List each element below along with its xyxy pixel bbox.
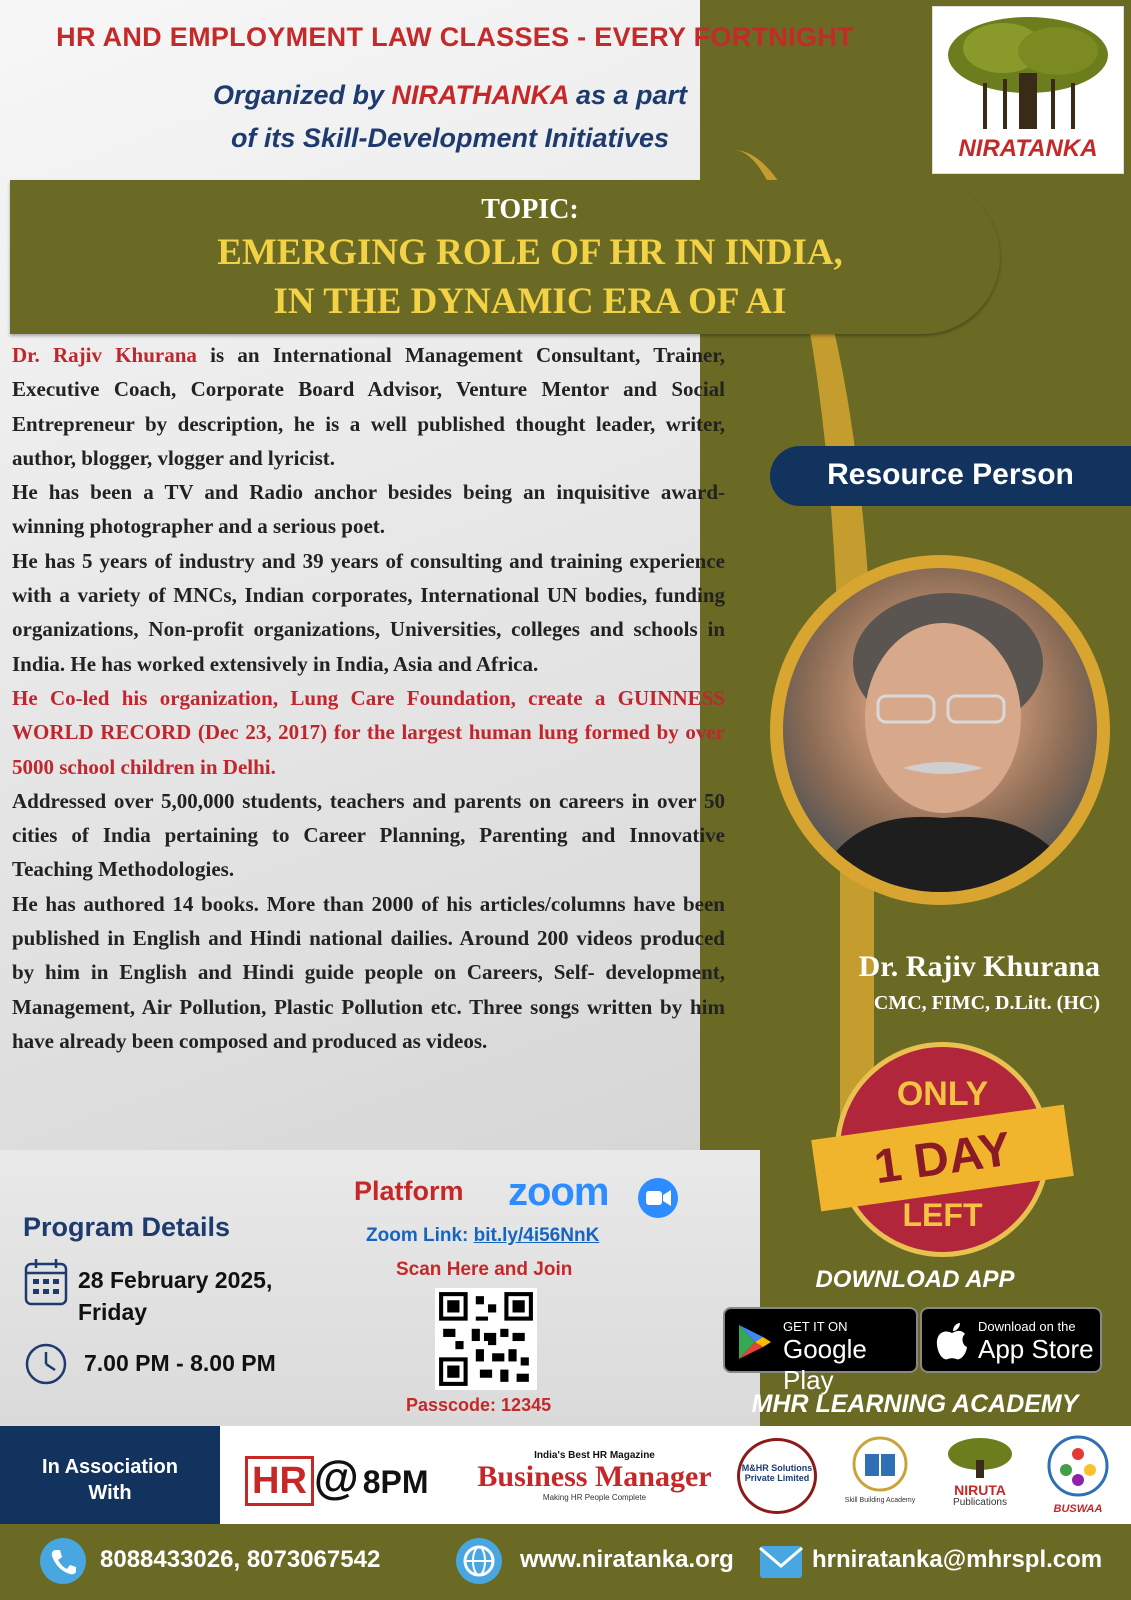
header-title: HR AND EMPLOYMENT LAW CLASSES - EVERY FORTNIGHT: [56, 22, 854, 52]
association-bar: [0, 1426, 1131, 1524]
program-time: 7.00 PM - 8.00 PM: [84, 1350, 276, 1376]
speaker-silhouette-icon: [783, 568, 1097, 892]
phone-icon: [40, 1538, 86, 1584]
resource-person-label: Resource Person: [827, 458, 1074, 491]
academy-name: MHR LEARNING ACADEMY: [751, 1390, 1079, 1418]
calendar-icon: [24, 1258, 68, 1306]
app-store-button[interactable]: [920, 1307, 1102, 1373]
zoom-link-label: Zoom Link:: [366, 1225, 474, 1246]
zoom-camera-icon: [638, 1178, 678, 1218]
download-app-label: DOWNLOAD APP: [815, 1266, 1015, 1293]
app-store-small: Download on the: [978, 1319, 1076, 1334]
buswaa-logo: [1040, 1434, 1116, 1515]
scan-instruction: Scan Here and Join: [396, 1259, 573, 1280]
zoom-link-url[interactable]: bit.ly/4i56NnK: [473, 1225, 600, 1246]
skill-building-academy-logo: [835, 1436, 925, 1516]
bio-speaker-name: Dr. Rajiv Khurana: [12, 343, 197, 367]
association-label-box: [0, 1426, 220, 1524]
sba-text: Skill Building Academy: [844, 1497, 916, 1504]
tree-icon: [945, 1436, 1015, 1478]
niruta-name: NIRUTA: [954, 1482, 1006, 1498]
topic-banner: [10, 180, 1000, 334]
mhr-solutions-logo: [737, 1438, 817, 1514]
organized-pre: Organized by: [212, 80, 392, 110]
badge-only: ONLY: [896, 1075, 989, 1113]
email-link[interactable]: hrniratanka@mhrspl.com: [812, 1546, 1103, 1573]
app-store-big: App Store: [978, 1334, 1094, 1364]
badge-day: 1 DAY: [871, 1122, 1015, 1195]
program-date: [78, 1264, 272, 1328]
hr8pm-hr: HR: [245, 1456, 314, 1506]
google-play-icon: [735, 1323, 773, 1361]
association-label: [0, 1454, 220, 1506]
clock-icon: [24, 1342, 68, 1386]
mhr-line1: M&HR Solutions: [741, 1463, 813, 1473]
bio-paragraph-record: He Co-led his organization, Lung Care Foundation, create a GUINNESS WORLD RECORD (Dec 23, 2017) for the largest human lung formed by over 5000 school children in Delhi.: [12, 685, 725, 779]
topic-title-line1: EMERGING ROLE OF HR IN INDIA,: [217, 232, 843, 273]
contact-footer: [0, 1524, 1131, 1600]
bio-paragraph: He has authored 14 books. More than 2000 of his articles/columns have been published in English and Hindi national dailies. Around 200 videos produced by him in English and Hindi guide people on Careers, Self- development, Management, Air Pollution, Plastic Pollution etc. Three songs written by him have already been composed and produced as videos.: [12, 891, 725, 1053]
speaker-bio: [12, 338, 725, 1058]
bm-sub: Making HR People Complete: [542, 1493, 647, 1502]
badge-left: LEFT: [902, 1197, 983, 1233]
business-manager-logo: [472, 1450, 717, 1502]
topic-title: [10, 228, 1050, 326]
bio-p1-text: is an International Management Consultant, Trainer, Executive Coach, Corporate Board Advisor, Venture Mentor and Social Entrepreneur by description, he is a well published thought leader, writer, author, blogger, vlogger and lyricist.: [12, 343, 725, 470]
organized-brand: NIRATHANKA: [391, 80, 569, 110]
buswaa-emblem-icon: [1046, 1434, 1110, 1498]
buswaa-text: BUSWAA: [1053, 1503, 1103, 1515]
mhr-line2: Private Limited: [744, 1473, 810, 1483]
apple-icon: [934, 1321, 970, 1361]
email-icon: [758, 1542, 804, 1582]
bio-paragraph: [12, 338, 725, 475]
zoom-link[interactable]: [366, 1225, 599, 1247]
bio-paragraph: He has 5 years of industry and 39 years of consulting and training experience with a variety of MNCs, Indian corporates, International UN bodies, funding organizations, Non-profit organizations, Universities, colleges and schools in India. He has worked extensively in India, Asia and Africa.: [12, 548, 725, 676]
program-date-line2: Friday: [78, 1299, 148, 1325]
banyan-tree-icon: [943, 13, 1113, 133]
zoom-logo: zoom: [508, 1170, 609, 1214]
hr8pm-at: @: [313, 1451, 359, 1503]
google-play-big: Google Play: [783, 1334, 867, 1395]
niruta-sub: Publications: [953, 1497, 1007, 1508]
logo-text: NIRATANKA: [958, 135, 1098, 162]
bio-paragraph: He has been a TV and Radio anchor besides being an inquisitive award-winning photographer and a serious poet.: [12, 480, 725, 539]
globe-icon: [456, 1538, 502, 1584]
speaker-photo-frame: [770, 555, 1110, 905]
platform-label: Platform: [354, 1176, 464, 1206]
speaker-photo: [783, 568, 1097, 892]
program-details-title: Program Details: [23, 1212, 231, 1242]
niratanka-logo: [932, 6, 1124, 174]
qr-code[interactable]: [435, 1288, 537, 1390]
resource-person-pill: [770, 446, 1131, 506]
speaker-name: Dr. Rajiv Khurana: [858, 950, 1100, 983]
passcode: Passcode: 12345: [406, 1395, 552, 1415]
bm-name: Business Manager: [477, 1460, 712, 1493]
bm-tag: India's Best HR Magazine: [534, 1450, 655, 1461]
organized-by-text: [110, 74, 790, 160]
only-1-day-left-badge: [835, 1042, 1050, 1257]
book-wreath-icon: [845, 1436, 915, 1492]
google-play-button[interactable]: [723, 1307, 918, 1395]
speaker-credentials: CMC, FIMC, D.Litt. (HC): [873, 992, 1100, 1014]
google-play-small: GET IT ON: [783, 1319, 848, 1334]
niruta-publications-logo: [940, 1436, 1020, 1508]
association-line1: In Association: [42, 1456, 178, 1478]
topic-label: TOPIC:: [481, 194, 579, 225]
badge-ribbon: [811, 1105, 1074, 1212]
program-date-line1: 28 February 2025,: [78, 1267, 273, 1293]
association-line2: With: [88, 1482, 132, 1504]
hr-at-8pm-logo: [245, 1450, 429, 1506]
hr8pm-time: 8PM: [362, 1464, 429, 1500]
bio-paragraph: Addressed over 5,00,000 students, teachers and parents on careers in over 50 cities of India pertaining to Career Planning, Parenting and Innovative Teaching Methodologies.: [12, 788, 725, 882]
phone-numbers[interactable]: 8088433026, 8073067542: [100, 1546, 381, 1573]
website-link[interactable]: www.niratanka.org: [520, 1546, 734, 1573]
organized-line2: of its Skill-Development Initiatives: [230, 123, 670, 153]
organized-post: as a part: [568, 80, 688, 110]
topic-title-line2: IN THE DYNAMIC ERA OF AI: [273, 281, 787, 322]
